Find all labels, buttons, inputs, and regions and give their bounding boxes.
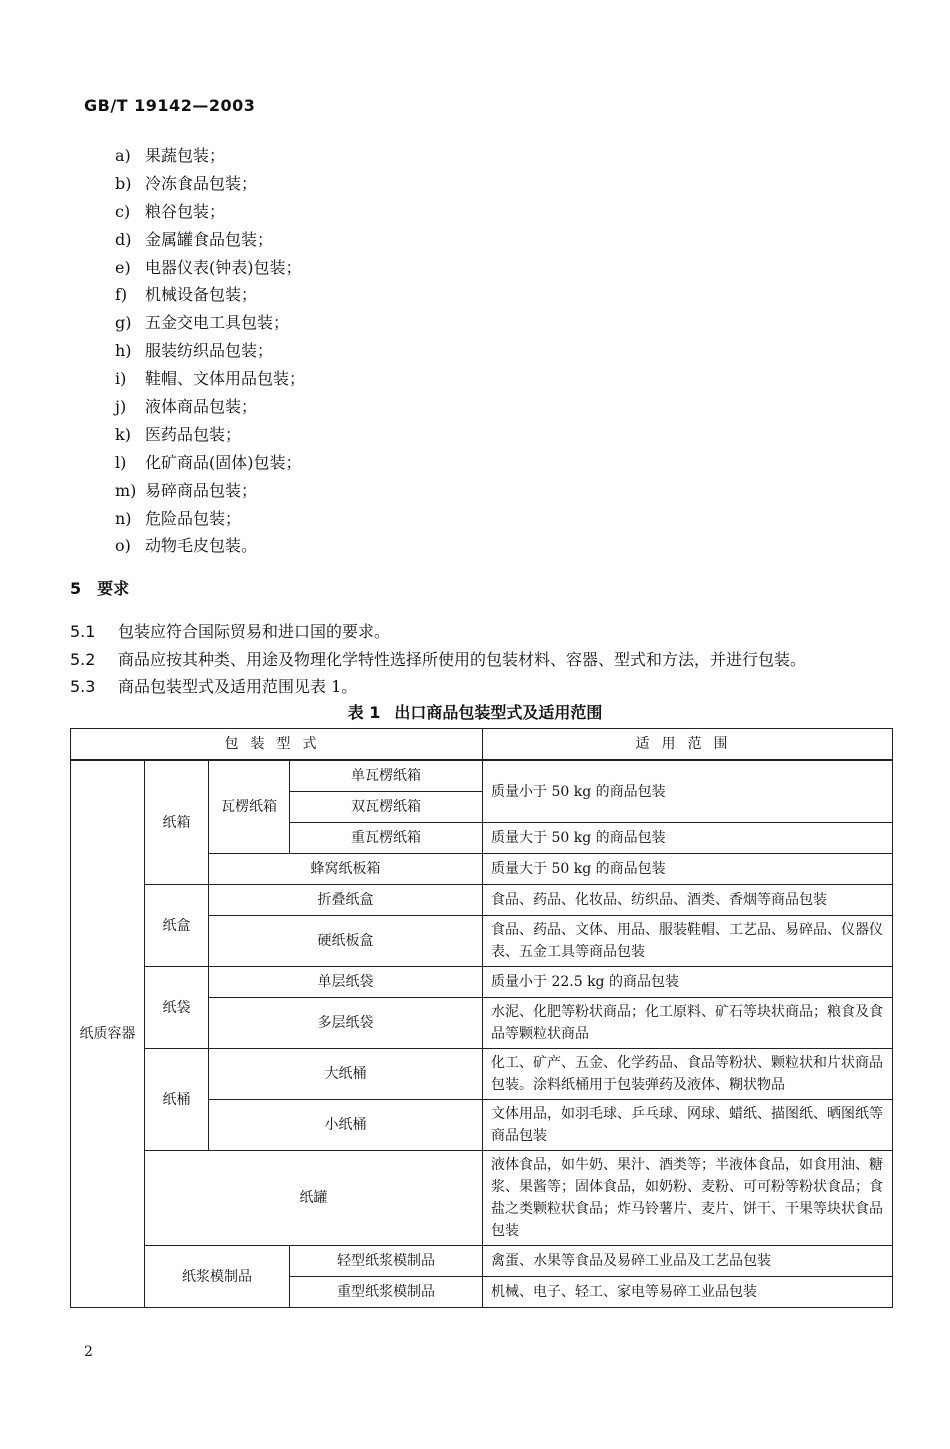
standard-code: GB/T 19142—2003 (84, 96, 256, 115)
list-item: h) 服装纺织品包装； (115, 341, 274, 361)
scope-cell: 文体用品，如羽毛球、乒乓球、网球、蜡纸、描图纸、晒图纸等商品包装 (483, 1100, 893, 1151)
list-item: d) 金属罐食品包装； (115, 229, 274, 249)
list-item: m) 易碎商品包装； (115, 480, 258, 500)
section-number: 5 (70, 579, 82, 598)
double-corrugated-cell: 双瓦楞纸箱 (290, 792, 483, 823)
light-pulp-cell: 轻型纸浆模制品 (290, 1246, 483, 1277)
scope-cell: 质量大于 50 kg 的商品包装 (483, 823, 893, 854)
packaging-table (70, 728, 893, 1308)
section-title: 要求 (97, 579, 130, 598)
section-heading (70, 576, 129, 599)
list-item: e) 电器仪表(钟表)包装； (115, 257, 302, 277)
table-caption (0, 700, 950, 723)
clause: 5.2 商品应按其种类、用途及物理化学特性选择所使用的包装材料、容器、型式和方法，并进行包装。 (70, 649, 807, 669)
page-number: 2 (84, 1344, 93, 1360)
table-title: 出口商品包装型式及适用范围 (394, 703, 603, 722)
table-row (71, 1049, 893, 1100)
corrugated-cell: 瓦楞纸箱 (209, 760, 290, 854)
table-header-row (71, 729, 893, 761)
list-item: o) 动物毛皮包装。 (115, 536, 258, 556)
clause: 5.1 包装应符合国际贸易和进口国的要求。 (70, 622, 391, 641)
scope-cell: 化工、矿产、五金、化学药品、食品等粉状、颗粒状和片状商品包装。涂料纸桶用于包装弹药及液体、糊状物品 (483, 1049, 893, 1100)
table-row (71, 760, 893, 792)
triple-corrugated-cell: 重瓦楞纸箱 (290, 823, 483, 854)
table-row (71, 967, 893, 998)
scope-cell: 质量小于 22.5 kg 的商品包装 (483, 967, 893, 998)
table-row (71, 1246, 893, 1277)
list-item: a) 果蔬包装； (115, 146, 226, 165)
scope-cell: 液体食品，如牛奶、果汁、酒类等；半液体食品，如食用油、糖浆、果酱等；固体食品，如奶粉、麦粉、可可粉等粉状食品；食盐之类颗粒状食品；炸马铃薯片、麦片、饼干、干果等块状食品包装 (483, 1151, 893, 1246)
table-number: 表 1 (347, 703, 381, 722)
pulp-cell: 纸浆模制品 (145, 1246, 290, 1308)
table-row (71, 1151, 893, 1246)
single-corrugated-cell: 单瓦楞纸箱 (290, 760, 483, 792)
large-drum-cell: 大纸桶 (209, 1049, 483, 1100)
table-row (71, 885, 893, 916)
can-cell: 纸罐 (145, 1151, 483, 1246)
carton-cell: 纸箱 (145, 760, 209, 885)
rigid-box-cell: 硬纸板盒 (209, 916, 483, 967)
scope-cell: 禽蛋、水果等食品及易碎工业品及工艺品包装 (483, 1246, 893, 1277)
category-cell: 纸质容器 (71, 760, 145, 1308)
packaging-category-list (115, 142, 305, 560)
honeycomb-cell: 蜂窝纸板箱 (209, 854, 483, 885)
list-item: i) 鞋帽、文体用品包装； (115, 369, 306, 389)
header-scope: 适用范围 (483, 729, 893, 761)
multi-bag-cell: 多层纸袋 (209, 998, 483, 1049)
small-drum-cell: 小纸桶 (209, 1100, 483, 1151)
list-item: k) 医药品包装； (115, 424, 242, 444)
list-item: j) 液体商品包装； (115, 397, 258, 417)
list-item: b) 冷冻食品包装； (115, 173, 258, 193)
bag-cell: 纸袋 (145, 967, 209, 1049)
header-packaging-type: 包装型式 (71, 729, 483, 761)
clause-list (70, 618, 806, 701)
scope-cell: 机械、电子、轻工、家电等易碎工业品包装 (483, 1277, 893, 1308)
list-item: c) 粮谷包装； (115, 201, 226, 221)
scope-cell: 食品、药品、化妆品、纺织品、酒类、香烟等商品包装 (483, 885, 893, 916)
scope-cell: 质量小于 50 kg 的商品包装 (483, 760, 893, 823)
clause: 5.3 商品包装型式及适用范围见表 1。 (70, 677, 358, 696)
list-item: l) 化矿商品(固体)包装； (115, 452, 302, 472)
single-bag-cell: 单层纸袋 (209, 967, 483, 998)
list-item: n) 危险品包装； (115, 508, 242, 528)
scope-cell: 水泥、化肥等粉状商品；化工原料、矿石等块状商品；粮食及食品等颗粒状商品 (483, 998, 893, 1049)
list-item: g) 五金交电工具包装； (115, 313, 290, 333)
scope-cell: 食品、药品、文体、用品、服装鞋帽、工艺品、易碎品、仪器仪表、五金工具等商品包装 (483, 916, 893, 967)
folding-box-cell: 折叠纸盒 (209, 885, 483, 916)
heavy-pulp-cell: 重型纸浆模制品 (290, 1277, 483, 1308)
scope-cell: 质量大于 50 kg 的商品包装 (483, 854, 893, 885)
drum-cell: 纸桶 (145, 1049, 209, 1151)
box-cell: 纸盒 (145, 885, 209, 967)
list-item: f) 机械设备包装； (115, 285, 258, 305)
